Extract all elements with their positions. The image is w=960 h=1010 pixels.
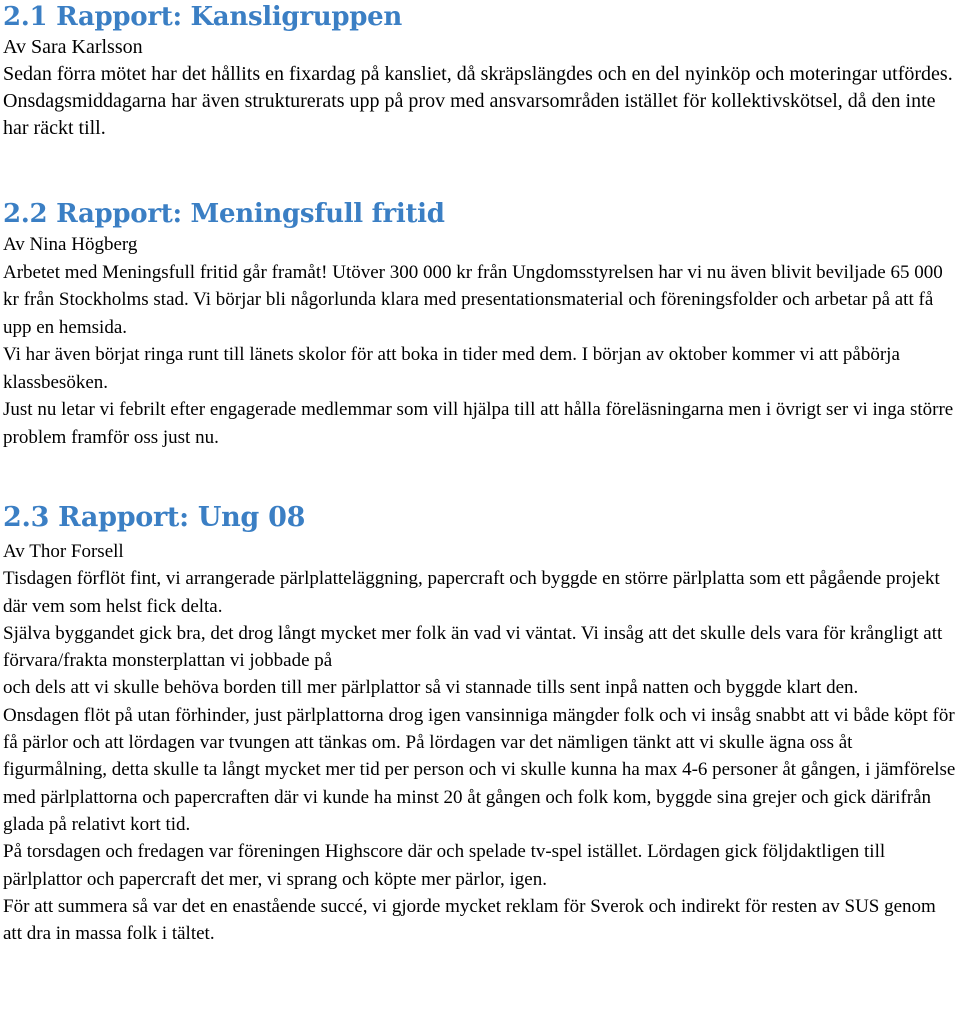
paragraph: och dels att vi skulle behöva borden till mer pärlplattor så vi stannade tills sent inpå natten och byggde klart den. xyxy=(3,677,859,699)
section-kansligruppen xyxy=(3,0,958,142)
paragraph: För att summera så var det en enastående succé, vi gjorde mycket reklam för Sverok och indirekt för resten av SUS genom att dra in massa folk i tältet. xyxy=(3,895,936,945)
section-author: Av Nina Högberg xyxy=(3,234,138,255)
paragraph: Tisdagen förflöt fint, vi arrangerade pärlplatteläggning, papercraft och byggde en större pärlplatta som ett pågående projekt där vem som helst fick delta. xyxy=(3,568,940,617)
paragraph: Just nu letar vi febrilt efter engagerade medlemmar som vill hjälpa till att hålla föreläsningarna men i övrigt ser vi inga större problem framför oss just nu. xyxy=(3,399,954,448)
document-page xyxy=(3,0,958,947)
section-heading: 2.1 Rapport: Kansligruppen xyxy=(3,2,402,32)
section-meningsfull-fritid xyxy=(3,142,958,451)
paragraph: På torsdagen och fredagen var föreningen Highscore där och spelade tv-spel istället. Lördagen gick följdaktligen till pärlplattor och papercraft det mer, vi sprang och köpte mer pärlor, igen. xyxy=(3,841,886,890)
section-ung-08 xyxy=(3,451,958,947)
paragraph: Arbetet med Meningsfull fritid går framåt! Utöver 300 000 kr från Ungdomsstyrelsen har vi nu även blivit beviljade 65 000 kr från Stockholms stad. Vi börjar bli någorlunda klara med presentationsmaterial och föreningsfolder och arbetar på att få upp en hemsida. xyxy=(3,261,943,338)
paragraph: Onsdagen flöt på utan förhinder, just pärlplattorna drog igen vansinniga mängder folk och vi insåg snabbt att vi både köpt för få pärlor och att lördagen var tvungen att tänkas om. På lördagen var det nämligen tänkt att vi skulle ägna oss åt figurmålning, detta skulle ta långt mycket mer tid per person och vi skulle kunna ha max 4-6 personer åt gången, i jämförelse med pärlplattorna och papercraften där vi kunde ha minst 20 åt gången och folk kom, byggde sina grejer och gick därifrån glada på relativt kort tid. xyxy=(3,704,956,835)
section-author: Av Thor Forsell xyxy=(3,541,124,562)
section-heading: 2.3 Rapport: Ung 08 xyxy=(3,502,306,533)
paragraph: Sedan förra mötet har det hållits en fixardag på kansliet, då skräpslängdes och en del nyinköp och moteringar utfördes. Onsdagsmiddagarna har även strukturerats upp på prov med ansvarsområden istället för kollektivskötsel, då den inte har räckt till. xyxy=(3,63,953,139)
section-heading: 2.2 Rapport: Meningsfull fritid xyxy=(3,199,445,229)
section-author: Av Sara Karlsson xyxy=(3,36,143,58)
paragraph: Vi har även börjat ringa runt till länets skolor för att boka in tider med dem. I början av oktober kommer vi att påbörja klassbesöken. xyxy=(3,344,900,393)
paragraph: Själva byggandet gick bra, det drog långt mycket mer folk än vad vi väntat. Vi insåg att det skulle dels vara för krångligt att förvara/frakta monsterplattan vi jobbade på xyxy=(3,622,943,672)
